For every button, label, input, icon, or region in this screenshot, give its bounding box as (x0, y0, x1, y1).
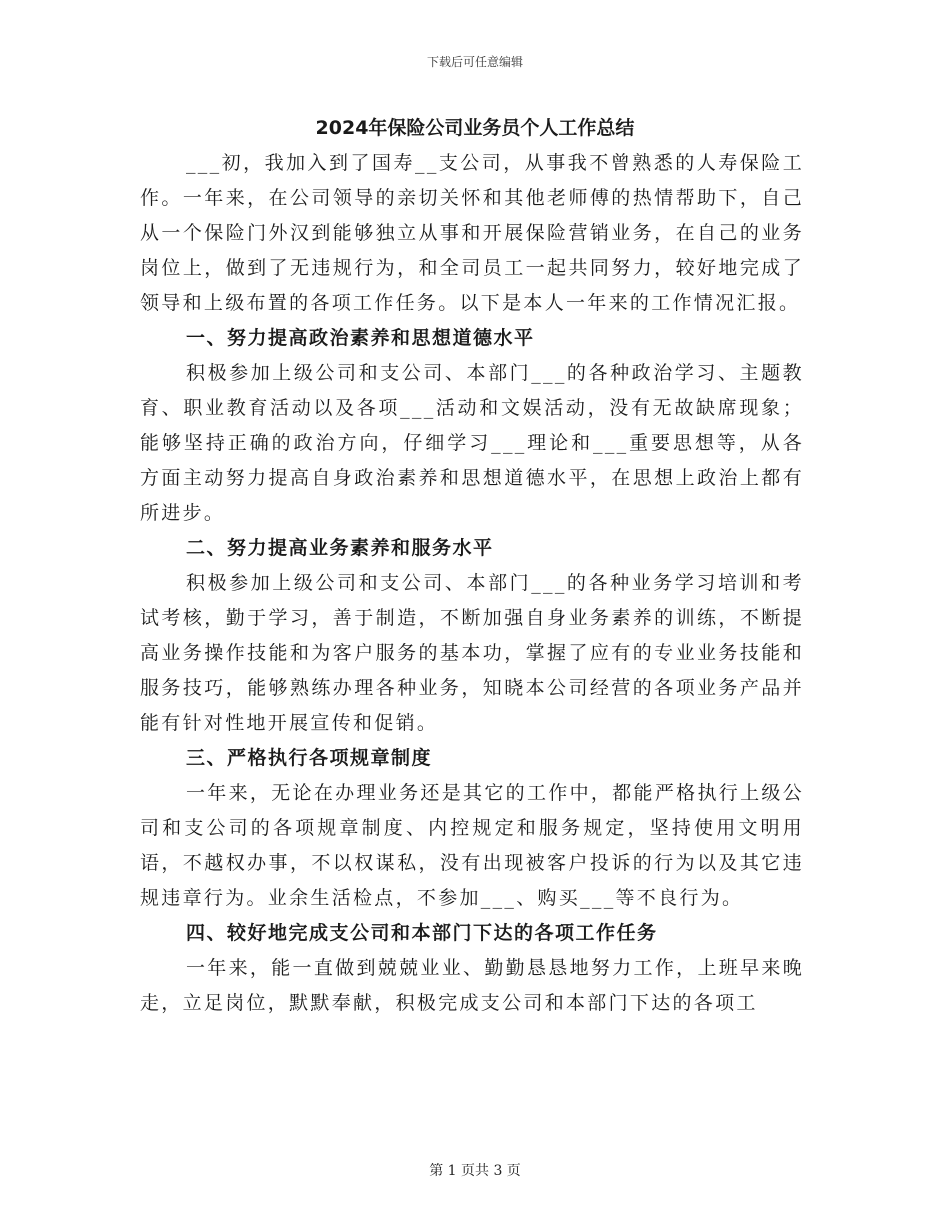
document-body (140, 146, 804, 1021)
document-title: 2024年保险公司业务员个人工作总结 (315, 117, 635, 139)
header-note: 下载后可任意编辑 (426, 55, 523, 69)
section-heading-1: 一、努力提高政治素养和思想道德水平 (186, 327, 535, 349)
section-body-3: 一年来，无论在办理业务还是其它的工作中，都能严格执行上级公司和支公司的各项规章制度、内控规定和服务规定，坚持使用文明用语，不越权办事，不以权谋私，没有出现被客户投诉的行为以及其它违规违章行为。业余生活检点，不参加___、购买___等不良行为。 (140, 782, 804, 909)
section-heading-4: 四、较好地完成支公司和本部门下达的各项工作任务 (186, 922, 658, 944)
section-body-2: 积极参加上级公司和支公司、本部门___的各种业务学习培训和考试考核，勤于学习，善于制造，不断加强自身业务素养的训练，不断提高业务操作技能和为客户服务的基本功，掌握了应有的专业业务技能和服务技巧，能够熟练办理各种业务，知晓本公司经营的各项业务产品并能有针对性地开展宣传和促销。 (140, 572, 804, 734)
section-body-4: 一年来，能一直做到兢兢业业、勤勤恳恳地努力工作，上班早来晚走，立足岗位，默默奉献，积极完成支公司和本部门下达的各项工 (140, 957, 804, 1014)
page-footer: 第 1 页共 3 页 (429, 1163, 521, 1179)
section-heading-3: 三、严格执行各项规章制度 (186, 747, 433, 769)
intro-paragraph: ___初，我加入到了国寿__支公司，从事我不曾熟悉的人寿保险工作。一年来，在公司领导的亲切关怀和其他老师傅的热情帮助下，自己从一个保险门外汉到能够独立从事和开展保险营销业务，在自己的业务岗位上，做到了无违规行为，和全司员工一起共同努力，较好地完成了领导和上级布置的各项工作任务。以下是本人一年来的工作情况汇报。 (140, 152, 804, 314)
section-body-1: 积极参加上级公司和支公司、本部门___的各种政治学习、主题教育、职业教育活动以及各项___活动和文娱活动，没有无故缺席现象；能够坚持正确的政治方向，仔细学习___理论和___重要思想等，从各方面主动努力提高自身政治素养和思想道德水平，在思想上政治上都有所进步。 (140, 362, 804, 524)
section-heading-2: 二、努力提高业务素养和服务水平 (186, 537, 494, 559)
